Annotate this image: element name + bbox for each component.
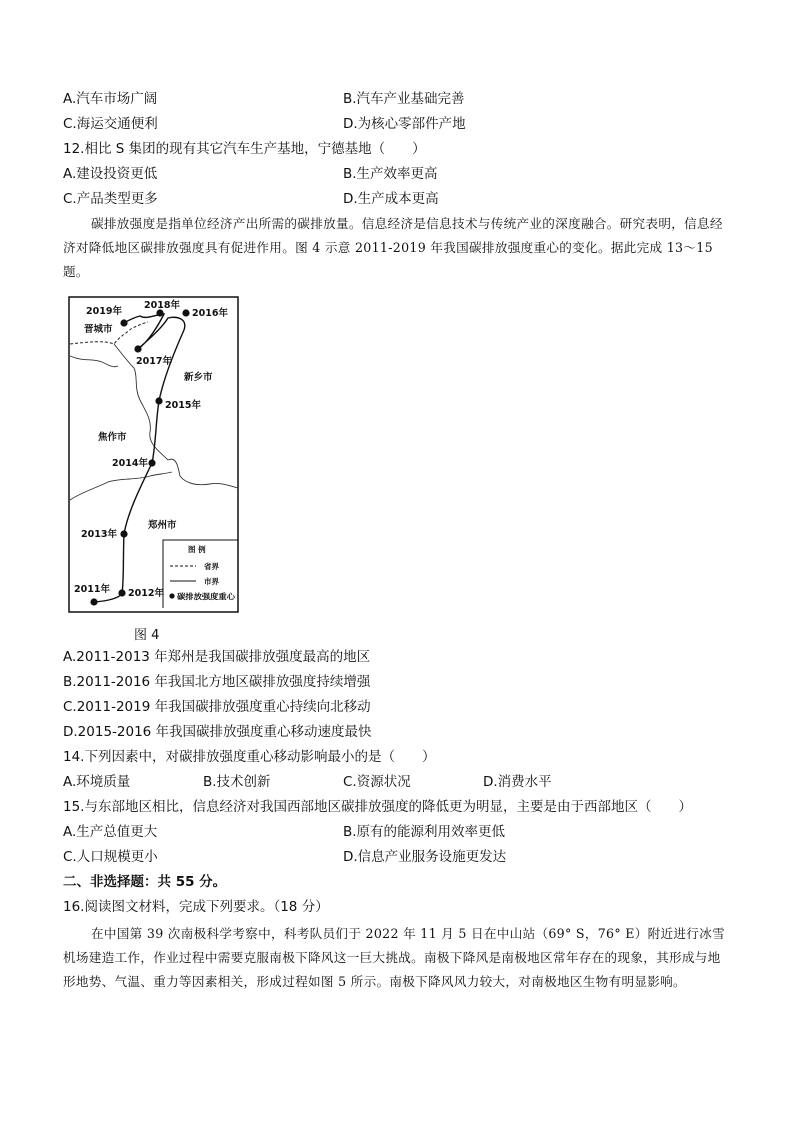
city-jiaozuo: 焦作市	[98, 432, 127, 443]
point-2017	[134, 345, 141, 352]
section-2-title: 二、非选择题：共 55 分。	[63, 874, 227, 890]
q15-stem: 15.与东部地区相比，信息经济对我国西部地区碳排放强度的降低更为明显，主要是由于西部地区（ ）	[63, 799, 692, 815]
q14-option-a: A.环境质量	[63, 774, 131, 790]
q13-option-a: A.2011-2013 年郑州是我国碳排放强度最高的地区	[63, 649, 371, 665]
legend-city: 市界	[204, 577, 219, 586]
q16-passage: 在中国第 39 次南极科学考察中，科考队员们于 2022 年 11 月 5 日在中山站（69° S，76° E）附近进行冰雪机场建造工作，作业过程中需要克服南极下降风这一巨大挑战。南极下降风是南极地区常年存在的现象，其形成与地形地势、气温、重力等因素相关，形成过程如图 5 所示。南极下降风风力较大，对南极地区生物有明显影响。	[63, 926, 725, 989]
figure-4-map	[68, 296, 240, 614]
q11-option-b: B.汽车产业基础完善	[343, 91, 465, 107]
q13-option-b: B.2011-2016 年我国北方地区碳排放强度持续增强	[63, 674, 371, 690]
q12-option-c: C.产品类型更多	[63, 191, 158, 207]
q14-stem: 14.下列因素中，对碳排放强度重心移动影响最小的是（ ）	[63, 749, 436, 765]
point-2014	[148, 459, 155, 466]
q12-option-d: D.生产成本更高	[343, 191, 439, 207]
carbon-intensity-passage: 碳排放强度是指单位经济产出所需的碳排放量。信息经济是信息技术与传统产业的深度融合。研究表明，信息经济对降低地区碳排放强度具有促进作用。图 4 示意 2011-2019 年我国碳排放强度重心的变化。据此完成 13～15 题。	[63, 216, 723, 279]
label-2014: 2014年	[112, 458, 148, 469]
map-svg	[68, 296, 240, 614]
q14-option-b: B.技术创新	[203, 774, 271, 790]
label-2015: 2015年	[165, 400, 201, 411]
q16-stem: 16.阅读图文材料，完成下列要求。（18 分）	[63, 899, 329, 915]
city-xinxiang: 新乡市	[184, 372, 213, 383]
point-2012	[118, 589, 125, 596]
label-2017: 2017年	[136, 356, 172, 367]
city-jincheng: 晋城市	[84, 324, 113, 335]
q15-option-a: A.生产总值更大	[63, 824, 158, 840]
figure-4-caption: 图 4	[134, 628, 160, 643]
label-2018: 2018年	[144, 300, 180, 311]
q14-option-c: C.资源状况	[343, 774, 411, 790]
q11-option-d: D.为核心零部件产地	[343, 116, 466, 132]
q11-option-a: A.汽车市场广阔	[63, 91, 158, 107]
q12-option-a: A.建设投资更低	[63, 166, 158, 182]
city-zhengzhou: 郑州市	[148, 520, 177, 531]
label-2019: 2019年	[86, 306, 122, 317]
q15-option-c: C.人口规模更小	[63, 849, 158, 865]
point-2013	[120, 530, 127, 537]
label-2011: 2011年	[74, 584, 110, 595]
q13-option-d: D.2015-2016 年我国碳排放强度重心移动速度最快	[63, 724, 372, 740]
q13-option-c: C.2011-2019 年我国碳排放强度重心持续向北移动	[63, 699, 371, 715]
q12-option-b: B.生产效率更高	[343, 166, 438, 182]
label-2013: 2013年	[81, 529, 117, 540]
legend-title: 图 例	[188, 545, 206, 554]
q11-option-c: C.海运交通便利	[63, 116, 158, 132]
legend-point-marker	[169, 593, 174, 598]
point-2016	[182, 309, 189, 316]
q12-stem: 12.相比 S 集团的现有其它汽车生产基地，宁德基地（ ）	[63, 141, 426, 157]
label-2016: 2016年	[192, 308, 228, 319]
point-2019	[120, 319, 127, 326]
q14-option-d: D.消费水平	[483, 774, 552, 790]
q15-option-d: D.信息产业服务设施更发达	[343, 849, 507, 865]
point-2011	[90, 598, 97, 605]
legend-point: 碳排放强度重心	[177, 592, 230, 601]
point-2015	[155, 397, 162, 404]
legend-province: 省界	[204, 562, 219, 571]
label-2012: 2012年	[128, 588, 164, 599]
q15-option-b: B.原有的能源利用效率更低	[343, 824, 506, 840]
